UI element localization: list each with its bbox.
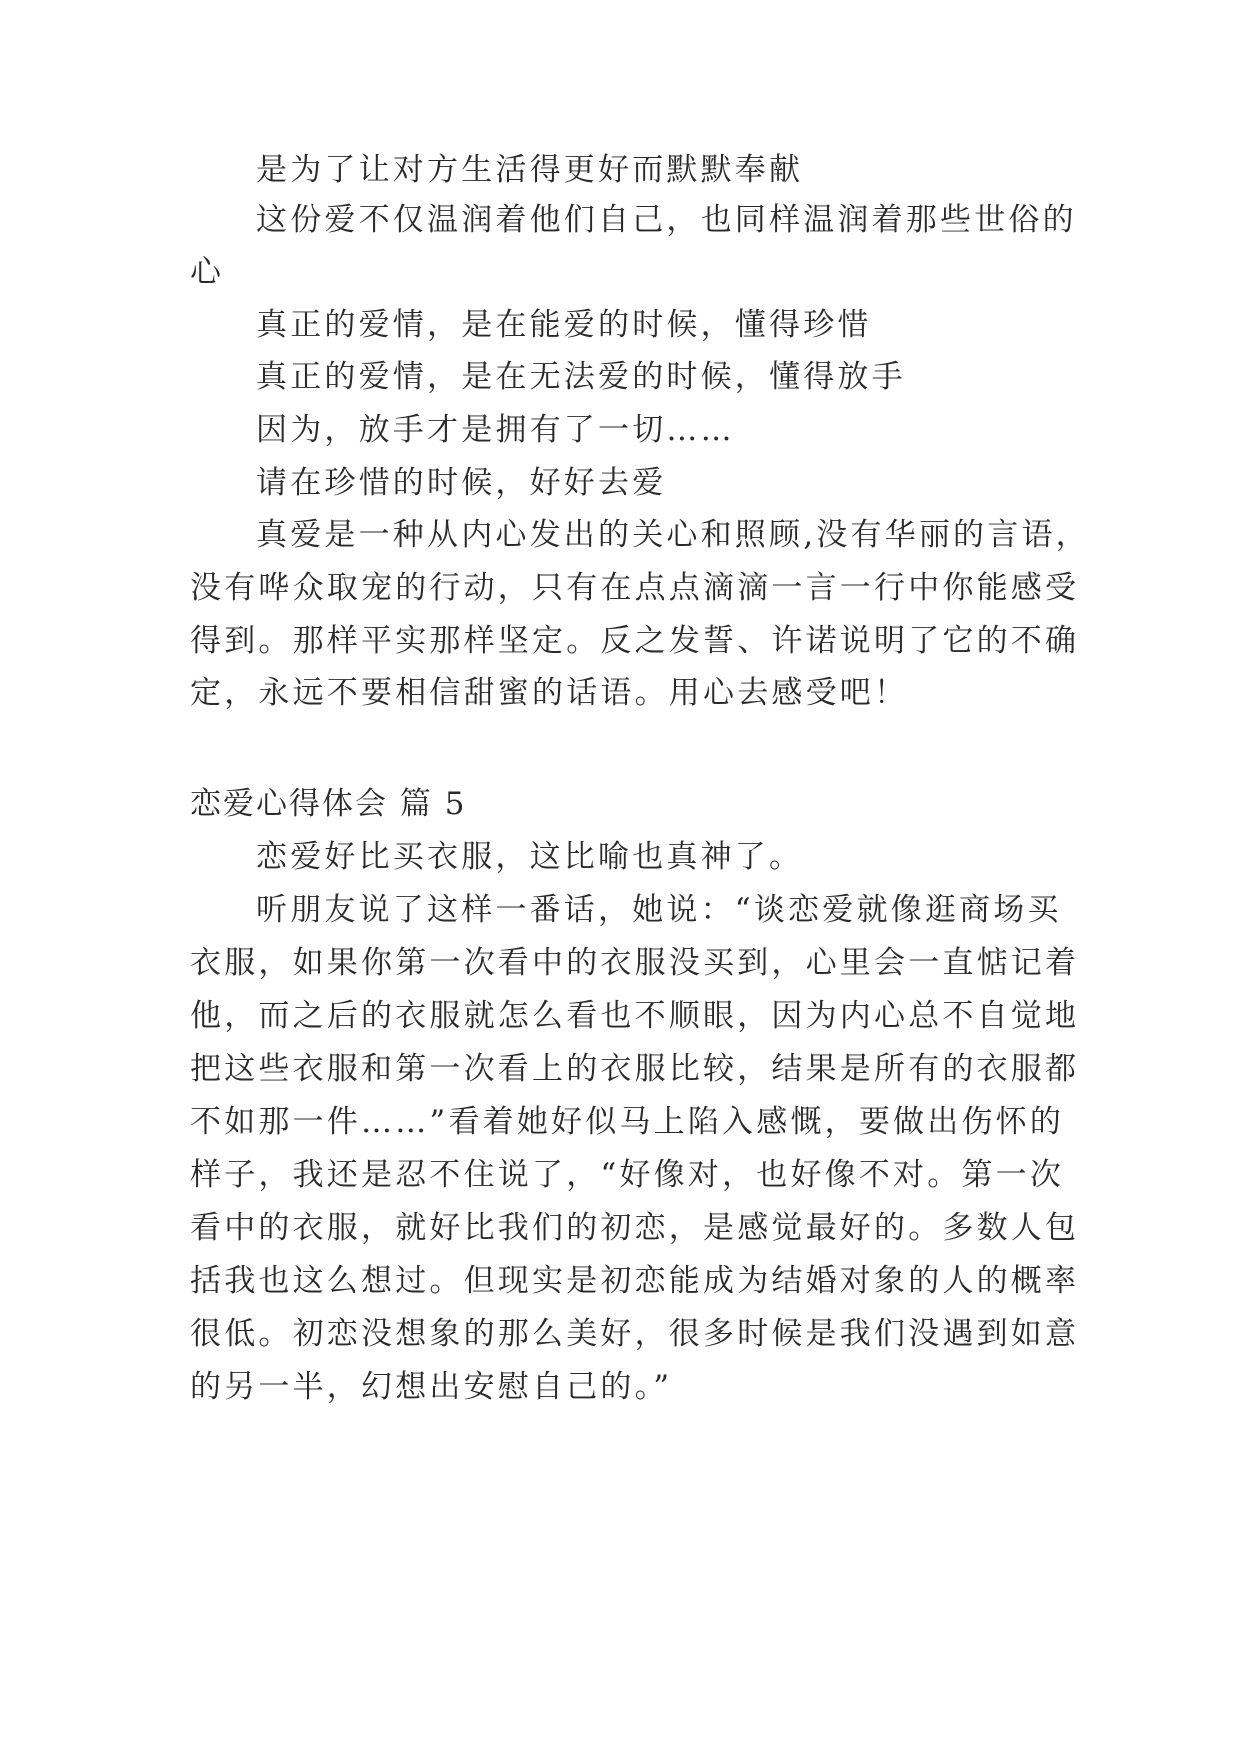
paragraph-line: 真正的爱情，是在无法爱的时候，懂得放手	[256, 359, 906, 395]
paragraph-line: 把这些衣服和第一次看上的衣服比较，结果是所有的衣服都	[190, 1051, 1080, 1087]
paragraph-line: 他，而之后的衣服就怎么看也不顺眼，因为内心总不自觉地	[190, 998, 1080, 1034]
paragraph-line: 恋爱好比买衣服，这比喻也真神了。	[256, 839, 804, 875]
paragraph-line: 的另一半，幻想出安慰自己的。”	[190, 1369, 673, 1405]
paragraph-line: 是为了让对方生活得更好而默默奉献	[256, 152, 804, 188]
paragraph-line: 很低。初恋没想象的那么美好，很多时候是我们没遇到如意	[190, 1316, 1080, 1352]
paragraph-line: 定，永远不要相信甜蜜的话语。用心去感受吧！	[190, 675, 909, 711]
paragraph-line: 真爱是一种从内心发出的关心和照顾,没有华丽的言语，	[256, 517, 1090, 553]
paragraph-line: 心	[190, 254, 225, 290]
paragraph-line: 这份爱不仅温润着他们自己，也同样温润着那些世俗的	[256, 202, 1077, 238]
paragraph-line: 没有哗众取宠的行动，只有在点点滴滴一言一行中你能感受	[190, 570, 1080, 606]
paragraph-line: 真正的爱情，是在能爱的时候，懂得珍惜	[256, 307, 872, 343]
paragraph-line: 括我也这么想过。但现实是初恋能成为结婚对象的人的概率	[190, 1263, 1080, 1299]
paragraph-line: 样子，我还是忍不住说了，“好像对，也好像不对。第一次	[190, 1157, 1065, 1193]
section-heading: 恋爱心得体会 篇 5	[190, 786, 467, 822]
paragraph-line: 衣服，如果你第一次看中的衣服没买到，心里会一直惦记着	[190, 945, 1080, 981]
paragraph-line: 请在珍惜的时候，好好去爱	[256, 465, 667, 501]
paragraph-line: 得到。那样平实那样坚定。反之发誓、许诺说明了它的不确	[190, 623, 1080, 659]
paragraph-line: 看中的衣服，就好比我们的初恋，是感觉最好的。多数人包	[190, 1210, 1080, 1246]
paragraph-line: 因为，放手才是拥有了一切……	[256, 412, 735, 448]
paragraph-line: 听朋友说了这样一番话，她说：“谈恋爱就像逛商场买	[256, 892, 1062, 928]
paragraph-line: 不如那一件……”看着她好似马上陷入感慨，要做出伤怀的	[190, 1104, 1065, 1140]
